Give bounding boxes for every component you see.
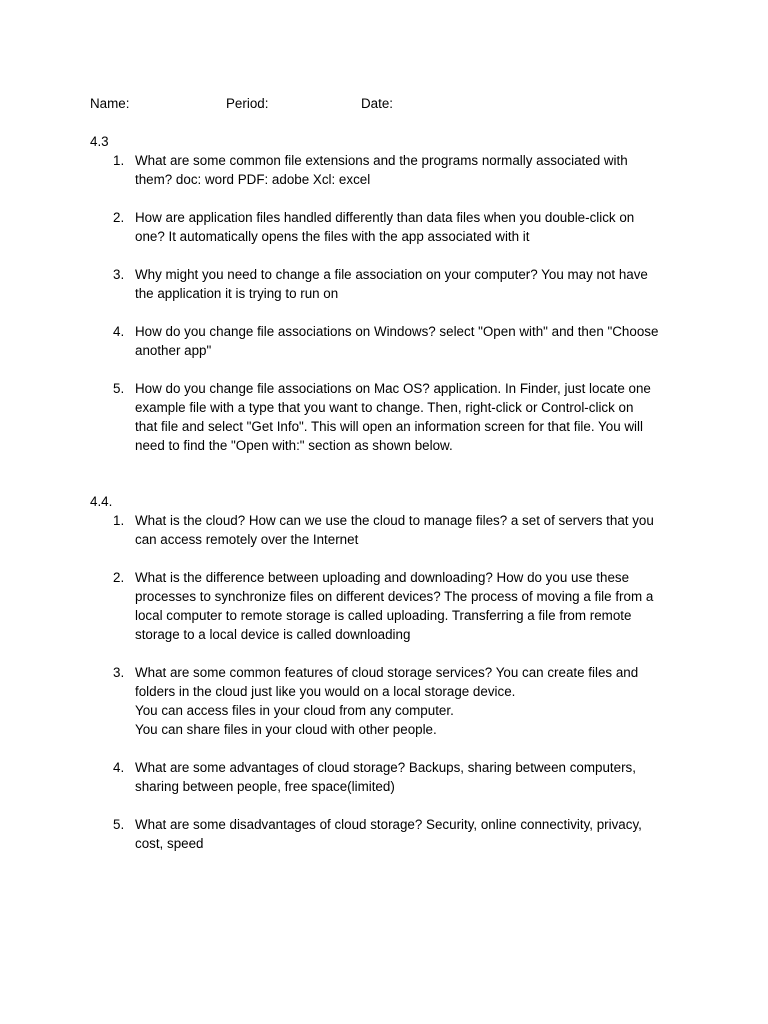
name-label: Name: — [90, 96, 130, 111]
question-text: What are some common file extensions and the programs normally associated with them? doc: word PDF: adobe Xcl: excel — [135, 153, 628, 187]
question-text: How are application files handled differently than data files when you double-click on one? It automatically opens the files with the app associated with it — [135, 210, 635, 244]
question-text: Why might you need to change a file association on your computer? You may not have the application it is trying to run on — [135, 267, 648, 301]
question-number: 1. — [113, 153, 125, 168]
question-item — [90, 265, 690, 303]
question-item — [90, 663, 690, 739]
question-item — [90, 322, 690, 360]
date-label: Date: — [361, 96, 394, 111]
question-item — [90, 151, 690, 189]
question-text: What are some common features of cloud storage services? You can create files and folders in the cloud just like you would on a local storage device. You can access files in your cloud from any computer. You can share files in your cloud with other people. — [135, 665, 639, 737]
question-item — [90, 208, 690, 246]
question-text: What are some disadvantages of cloud storage? Security, online connectivity, privacy, cost, speed — [135, 817, 642, 851]
section-heading-4-3: 4.3 — [90, 134, 109, 149]
question-number: 3. — [113, 665, 125, 680]
question-number: 5. — [113, 381, 125, 396]
question-number: 4. — [113, 760, 125, 775]
question-number: 4. — [113, 324, 125, 339]
question-text: How do you change file associations on Mac OS? application. In Finder, just locate one example file with a type that you want to change. Then, right-click or Control-click on that file and select "Get Info". This will open an information screen for that file. You will need to find the "Open with:" section as shown below. — [135, 381, 651, 453]
question-item — [90, 511, 690, 549]
question-item — [90, 379, 690, 455]
question-number: 3. — [113, 267, 125, 282]
period-label: Period: — [226, 96, 269, 111]
section-heading-4-4: 4.4. — [90, 494, 113, 509]
question-list-4-4 — [90, 511, 690, 872]
question-item — [90, 568, 690, 644]
question-number: 2. — [113, 570, 125, 585]
question-number: 2. — [113, 210, 125, 225]
question-item — [90, 758, 690, 796]
question-number: 1. — [113, 513, 125, 528]
student-info-header — [90, 94, 690, 114]
question-text: What are some advantages of cloud storage? Backups, sharing between computers, sharing between people, free space(limited) — [135, 760, 636, 794]
question-item — [90, 815, 690, 853]
question-text: How do you change file associations on Windows? select "Open with" and then "Choose another app" — [135, 324, 659, 358]
question-number: 5. — [113, 817, 125, 832]
question-list-4-3 — [90, 151, 690, 474]
question-text: What is the cloud? How can we use the cloud to manage files? a set of servers that you can access remotely over the Internet — [135, 513, 654, 547]
question-text: What is the difference between uploading and downloading? How do you use these processes to synchronize files on different devices? The process of moving a file from a local computer to remote storage is called uploading. Transferring a file from remote storage to a local device is called downloading — [135, 570, 654, 642]
